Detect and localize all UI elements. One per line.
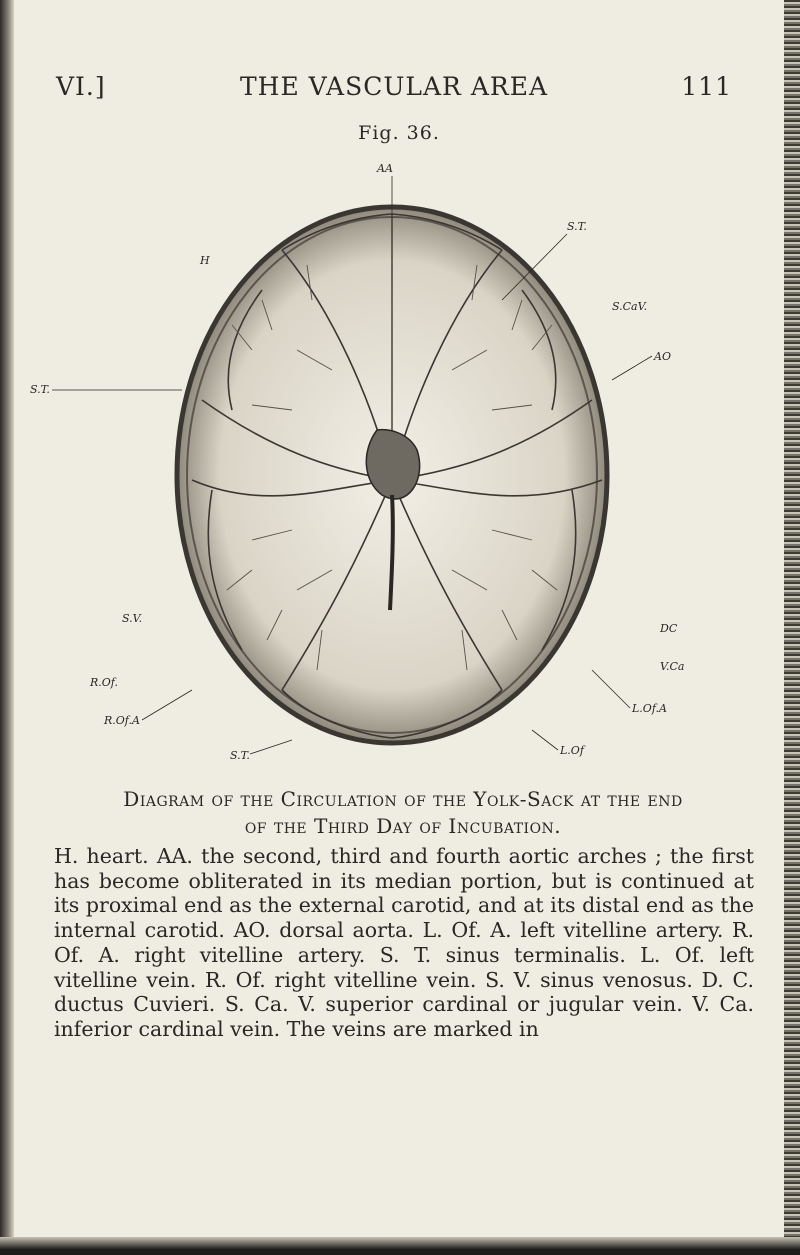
label-st-bottom-line (250, 740, 292, 754)
label-vca: V.Ca (660, 660, 685, 673)
label-scav: S.CaV. (612, 300, 648, 313)
legend-paragraph: H. heart. AA. the second, third and fourth aortic arches ; the first has become obliterated in its median portion, but is continued at its proximal end as the external carotid, and at its distal end as the internal carotid. AO. dorsal aorta. L. Of. A. left vitelline artery. R. Of. A. right vitelline artery. S. T. sinus terminalis. L. Of. left vitelline vein. R. Of. right vitelline vein. S. V. sinus venosus. D. C. ductus Cuvieri. S. Ca. V. superior cardinal or jugular vein. V. Ca. inferior cardinal vein. The veins are marked in (54, 844, 754, 1041)
label-st-left: S.T. (30, 383, 50, 396)
yolk-sack-circulation-diagram (32, 150, 752, 770)
caption-line-1: Diagram of the Circulation of the Yolk-Sack at the end (123, 787, 683, 811)
book-page (14, 0, 784, 1240)
figure-caption (58, 786, 748, 840)
label-rofa: R.Of.A (104, 714, 140, 727)
label-aa: AA (377, 162, 393, 175)
label-dc: DC (660, 622, 678, 635)
label-lof: L.Of (560, 744, 584, 757)
running-title: THE VASCULAR AREA (239, 72, 548, 101)
figure-legend-text (54, 844, 754, 1042)
label-st-top: S.T. (567, 220, 587, 233)
label-lofa-line (592, 670, 630, 708)
label-sv: S.V. (122, 612, 143, 625)
running-header (56, 72, 732, 108)
label-rofa-line (142, 690, 192, 720)
figure-number: Fig. 36. (358, 122, 440, 144)
caption-line-2: of the Third Day of Incubation. (244, 814, 562, 838)
book-bottom-edge (0, 1237, 800, 1255)
label-rof: R.Of. (90, 676, 118, 689)
label-ao: AO (654, 350, 671, 363)
label-st-bottom: S.T. (230, 749, 250, 762)
diagram-svg (32, 150, 752, 770)
label-lofa: L.Of.A (632, 702, 667, 715)
book-gutter-edge (0, 0, 14, 1255)
label-ao-line (612, 356, 652, 380)
label-lof-line (532, 730, 558, 750)
page-number: 111 (681, 72, 732, 101)
chapter-number: VI.] (56, 72, 106, 101)
label-h: H (200, 254, 210, 267)
book-fore-edge (784, 0, 800, 1255)
